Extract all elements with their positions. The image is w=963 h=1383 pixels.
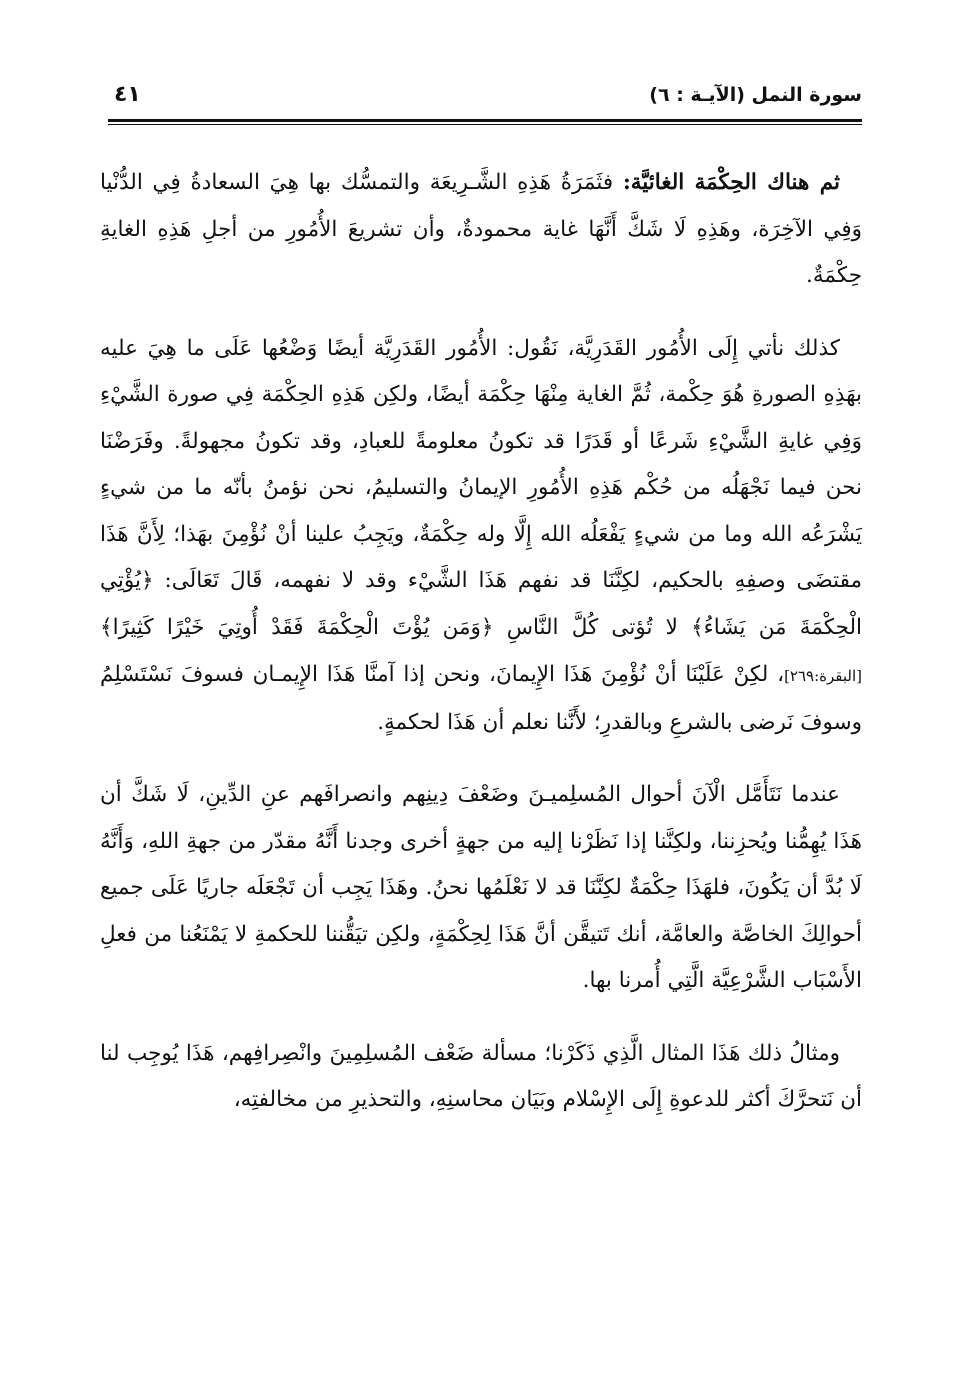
verse-reference: [البقرة:٢٦٩]: [784, 667, 862, 685]
page-body: [100, 160, 862, 1124]
paragraph-lead: ثم هناك الحِكْمَة الغائيَّة:: [622, 170, 840, 195]
paragraph-text: عندما نَتَأَمَّل الْآنَ أحوال المُسلِميـنَ وضَعْفَ دِينِهم وانصرافَهم عنِ الدِّينِ، لَا شَكَّ أن هَذَا يُهِمُّنا ويُحزِننا، ولكِنَّنا إذا نَظَرْنا إليه من جهةٍ أخرى وجدنا أَنَّهُ مقدّر من جهةِ اللهِ، وَأَنَّهُ لَا بُدَّ أن يَكُونَ، فلهَذَا حِكْمَةٌ لكِنَّنَا قد لا نَعْلَمُها نحنُ. وهَذَا يَجِب أن تَجْعَلَه جاريًا عَلَى جميع أحوالِكَ الخاصَّة والعامَّة، أنك تَتيقَّن أنَّ هَذَا لِحِكْمَةٍ، ولكِن تيَقُّننا للحكمةِ لا يَمْنَعُنا من فعلِ الأَسْبَاب الشَّرْعِيَّة الَّتِي أُمرنا بها.: [100, 782, 862, 993]
paragraph-3: [100, 772, 862, 1005]
surah-title: سورة النمل (الآيـة : ٦): [649, 84, 862, 106]
header-rule-thin: [108, 124, 862, 125]
header-rule: [108, 119, 862, 122]
paragraph-text: ، لكِنْ عَلَيْنَا أنْ نُؤْمِنَ هَذَا الإِيمانَ، ونحن إذا آمنَّا هَذَا الإِيمـان فسوفَ نَسْتَسْلِمُ وسوفَ نَرضى بالشرعِ وبالقدرِ؛ لأَنَّنا نعلم أن هَذَا لحكمةٍ.: [100, 662, 862, 735]
page-header: [110, 82, 862, 122]
paragraph-text: كذلك نأتي إِلَى الأُمُور القَدَرِيَّة، نَقُول: الأُمُور القَدَرِيَّة أيضًا وَضْعُها عَلَى ما هِيَ عليه بهَذِهِ الصورةِ هُوَ حِكْمة، ثُمَّ الغاية مِنْهَا حِكْمَة أيضًا، ولكِن هَذِهِ الحِكْمَة فِي صورة الشَّيْءِ وَفِي غايةِ الشَّيْءِ شَرعًا أو قَدَرًا قد تكونُ معلومةً للعبادِ، وقد تكونُ مجهولةً. وفَرَضْنَا نحن فيما نَجْهَلُه من حُكْم هَذِهِ الأُمُورِ الإيمانُ والتسليمُ، نحن نؤمنُ بأنّه ما من شيءٍ يَشْرَعُه الله وما من شيءٍ يَفْعَلُه الله إِلَّا وله حِكْمَةٌ، ويَجِبُ علينا أنْ نُؤْمِنَ بهَذا؛ لِأَنَّ هَذَا مقتضَى وصفِهِ بالحكيم، لكِنَّنَا قد نفهم هَذَا الشَّيْء وقد لا نفهمه، قَالَ تَعَالَى:: [100, 335, 862, 593]
quran-verse: ﴿وَمَن يُؤْتَ الْحِكْمَةَ فَقَدْ أُوتِيَ خَيْرًا كَثِيرًا﴾: [100, 614, 494, 640]
page-number: ٤١: [114, 82, 141, 107]
paragraph-text: فثَمَرَةُ هَذِهِ الشَّـرِيعَة والتمسُّك بها هِيَ السعادةُ فِي الدُّنْيا وَفِي الآخِرَة، وهَذِهِ لَا شَكَّ أَنَّهَا غاية محمودةٌ، وأن تشريعَ الأُمُورِ من أجلِ هَذِهِ الغايةِ حِكْمَةٌ.: [100, 170, 862, 288]
paragraph-4: [100, 1031, 862, 1124]
paragraph-1: [100, 160, 862, 300]
quran-verse: ﴿يُؤْتِي الْحِكْمَةَ مَن يَشَاءُ﴾: [100, 568, 862, 640]
paragraph-text: ومثالُ ذلك هَذَا المثال الَّذِي ذَكَرْنا؛ مسألة ضَعْف المُسلِمِينَ وانْصِرافِهم، هَذَا يُوجِب لنا أن نَتحرَّكَ أكثر للدعوةِ إِلَى الإِسْلام وبَيَان محاسنِهِ، والتحذيرِ من مخالفتِه،: [100, 1040, 862, 1112]
paragraph-text: لا تُؤتى كُلَّ النَّاسِ: [493, 614, 692, 640]
paragraph-2: [100, 326, 862, 747]
